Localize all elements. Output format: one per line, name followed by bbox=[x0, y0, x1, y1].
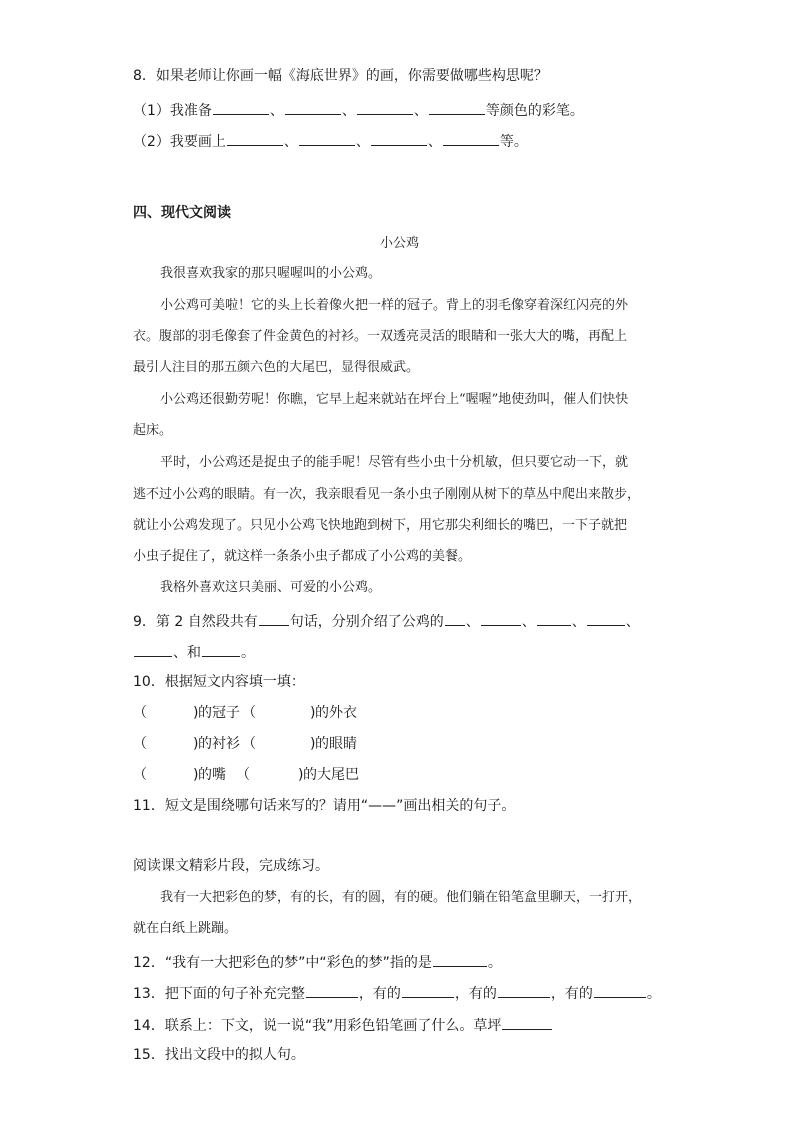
paragraph-2-line: 小公鸡可美啦！它的头上长着像火把一样的冠子。背上的羽毛像穿着深红闪亮的外 bbox=[160, 298, 629, 313]
excerpt-line: 就在白纸上跳蹦。 bbox=[133, 921, 238, 936]
paragraph-3-line: 小公鸡还很勤劳呢！你瞧，它早上起来就站在坪台上“喔喔”地使劲叫，催人们快快 bbox=[160, 392, 629, 407]
answer-blank[interactable] bbox=[306, 983, 358, 998]
answer-blank[interactable] bbox=[429, 100, 485, 115]
answer-blank[interactable] bbox=[299, 131, 355, 146]
question-12: 12．“我有一大把彩色的梦”中“彩色的梦”指的是 。 bbox=[133, 952, 502, 972]
question-9-line-2: 、和 。 bbox=[133, 642, 255, 662]
paragraph-4-line: 逃不过小公鸡的眼睛。有一次，我亲眼看见一条小虫子刚刚从树下的草丛中爬出来散步， bbox=[133, 487, 641, 502]
question-8-prompt: 8．如果老师让你画一幅《海底世界》的画，你需要做哪些构思呢？ bbox=[133, 68, 548, 84]
answer-blank[interactable] bbox=[443, 131, 499, 146]
question-8-line-1: （1）我准备 、 、 、 等颜色的彩笔。 bbox=[133, 100, 584, 120]
question-10-row: （ ) 的冠子 （ ) 的外衣 bbox=[133, 705, 357, 721]
question-9-line-1: 9．第 2 自然段共有 句话，分别介绍了公鸡的 、 、 、 、 bbox=[133, 611, 640, 631]
excerpt-line: 我有一大把彩色的梦，有的长，有的圆，有的硬。他们躺在铅笔盒里聊天，一打开， bbox=[160, 890, 642, 905]
question-10-prompt: 10．根据短文内容填一填： bbox=[133, 674, 305, 690]
paragraph-5-line: 我格外喜欢这只美丽、可爱的小公鸡。 bbox=[160, 580, 382, 595]
answer-blank[interactable] bbox=[587, 611, 625, 626]
question-8-line-2: （2）我要画上 、 、 、 等。 bbox=[133, 131, 528, 151]
answer-blank[interactable] bbox=[402, 983, 454, 998]
paragraph-4-line: 小虫子捉住了，就这样一条条小虫子都成了小公鸡的美餐。 bbox=[133, 549, 472, 564]
paragraph-2-line: 最引人注目的那五颜六色的大尾巴，显得很威武。 bbox=[133, 360, 420, 375]
paragraph-3-line: 起床。 bbox=[133, 423, 173, 438]
answer-blank[interactable] bbox=[213, 100, 269, 115]
reading-intro: 阅读课文精彩片段，完成练习。 bbox=[133, 858, 329, 874]
answer-blank[interactable] bbox=[202, 642, 240, 657]
answer-blank[interactable] bbox=[502, 1015, 552, 1030]
paragraph-1-line: 我很喜欢我家的那只喔喔叫的小公鸡。 bbox=[160, 266, 382, 281]
question-10-row: （ ) 的衬衫 （ ) 的眼睛 bbox=[133, 736, 357, 752]
answer-blank[interactable] bbox=[481, 611, 521, 626]
question-14: 14．联系上：下文，说一说“我”用彩色铅笔画了什么。草坪 bbox=[133, 1015, 553, 1035]
question-10-row: （ ) 的嘴 （ ) 的大尾巴 bbox=[133, 767, 359, 783]
answer-blank[interactable] bbox=[433, 952, 487, 967]
paragraph-4-line: 就让小公鸡发现了。只见小公鸡飞快地跑到树下，用它那尖利细长的嘴巴，一下子就把 bbox=[133, 518, 628, 533]
answer-blank[interactable] bbox=[594, 983, 646, 998]
question-15: 15．找出文段中的拟人句。 bbox=[133, 1047, 305, 1063]
answer-blank[interactable] bbox=[357, 100, 413, 115]
paragraph-2-line: 衣。腹部的羽毛像套了件金黄色的衬衫。一双透亮灵活的眼睛和一张大大的嘴，再配上 bbox=[133, 329, 628, 344]
section-heading: 四、现代文阅读 bbox=[133, 205, 231, 221]
article-title: 小公鸡 bbox=[380, 236, 420, 251]
question-11-prompt: 11．短文是围绕哪句话来写的？请用“——”画出相关的句子。 bbox=[133, 798, 516, 814]
answer-blank[interactable] bbox=[285, 100, 341, 115]
paragraph-4-line: 平时，小公鸡还是捉虫子的能手呢！尽管有些小虫十分机敏，但只要它动一下，就 bbox=[160, 455, 629, 470]
answer-blank[interactable] bbox=[227, 131, 283, 146]
answer-blank[interactable] bbox=[134, 642, 172, 657]
answer-blank[interactable] bbox=[498, 983, 550, 998]
answer-blank[interactable] bbox=[445, 611, 465, 626]
question-13: 13．把下面的句子补充完整 ，有的 ，有的 ，有的 。 bbox=[133, 983, 661, 1003]
answer-blank[interactable] bbox=[259, 611, 289, 626]
answer-blank[interactable] bbox=[371, 131, 427, 146]
answer-blank[interactable] bbox=[537, 611, 571, 626]
